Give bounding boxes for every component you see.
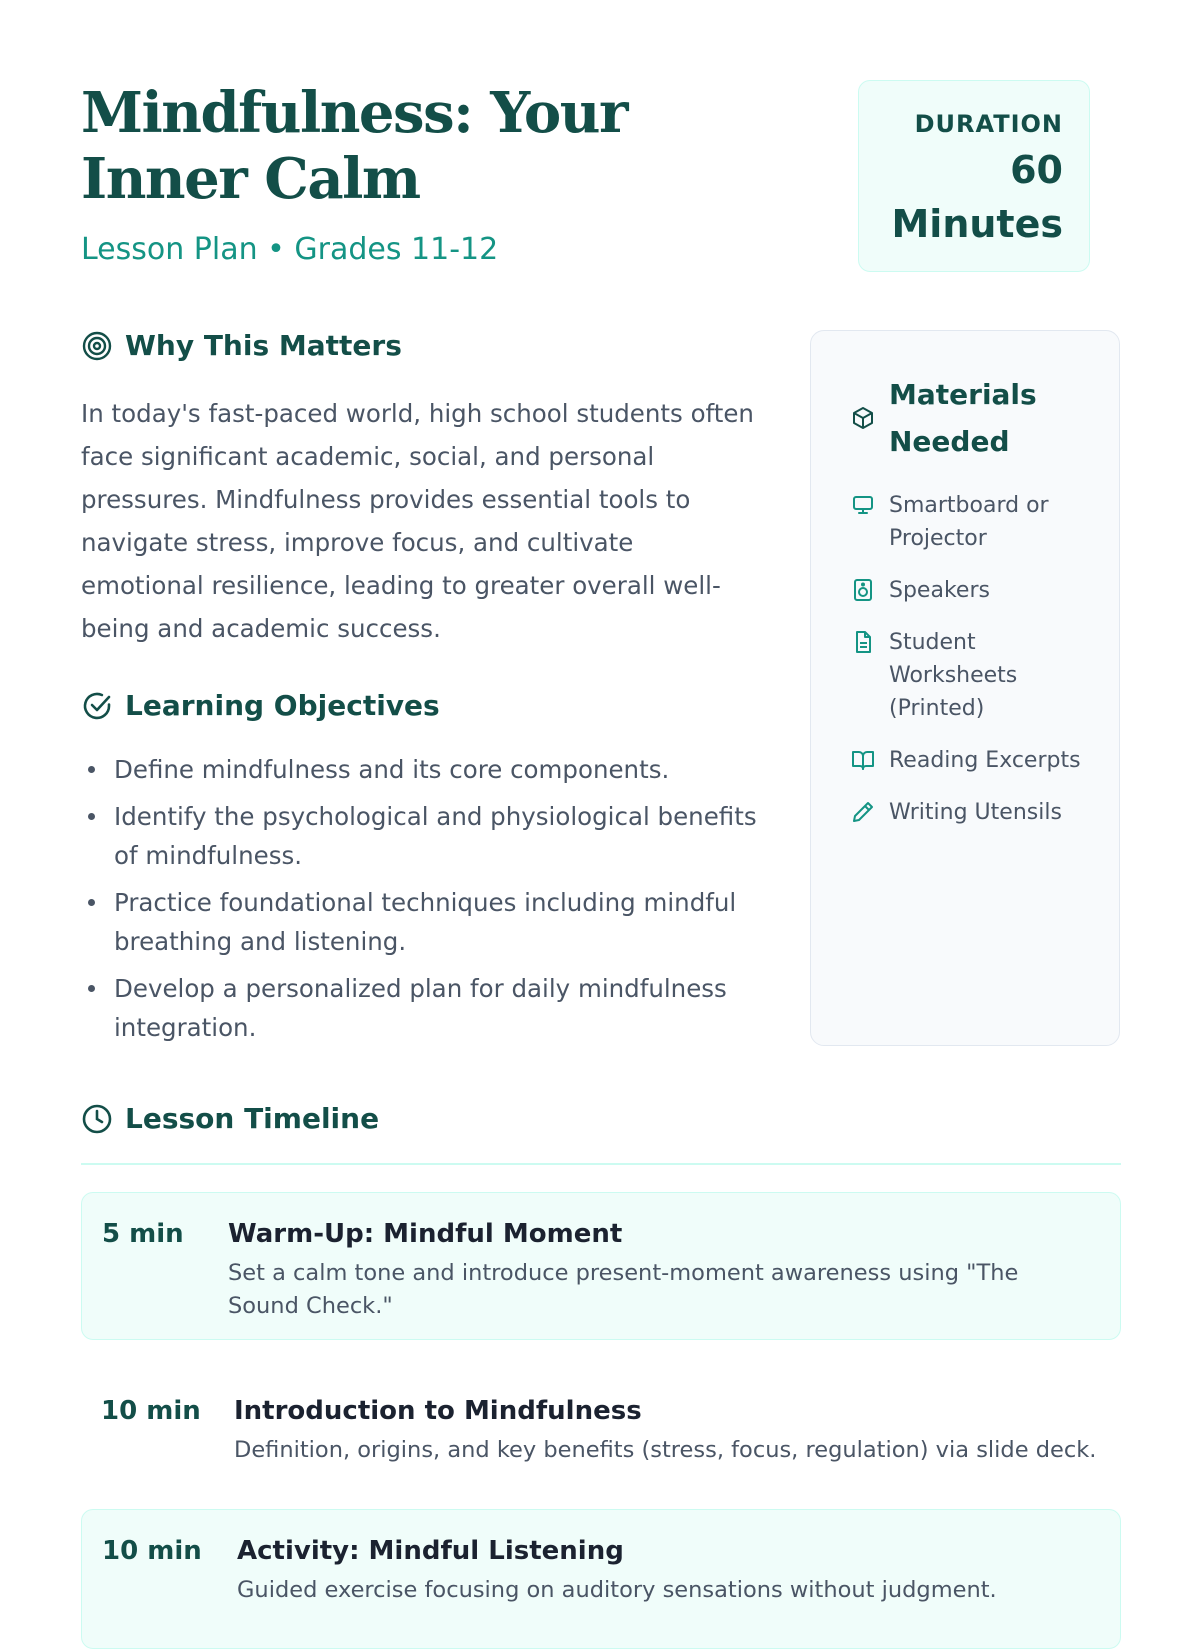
- box-icon: [851, 406, 875, 430]
- material-label: Reading Excerpts: [889, 748, 1081, 773]
- timeline-item: [81, 1192, 1121, 1340]
- materials-heading-label: Materials Needed: [889, 378, 1037, 458]
- list-item: Practice foundational techniques including mindful breathing and listening.: [81, 883, 761, 961]
- timeline-desc: Definition, origins, and key benefits (stress, focus, regulation) via slide deck.: [234, 1437, 1097, 1463]
- duration-card: [858, 80, 1090, 272]
- timeline-title: Activity: Mindful Listening: [237, 1536, 624, 1566]
- list-item: Define mindfulness and its core components.: [81, 750, 761, 789]
- page-subtitle: Lesson Plan • Grades 11-12: [81, 232, 499, 267]
- document-icon: [851, 630, 875, 654]
- target-icon: [81, 330, 113, 362]
- list-item: [851, 796, 1091, 829]
- timeline-item: [81, 1370, 1121, 1478]
- check-circle-icon: [81, 690, 113, 722]
- material-label: Speakers: [889, 578, 990, 603]
- duration-value: 60 Minutes: [891, 148, 1063, 246]
- list-item: Develop a personalized plan for daily mindfulness integration.: [81, 969, 761, 1047]
- list-item: [851, 626, 1091, 725]
- timeline-title: Introduction to Mindfulness: [234, 1396, 642, 1426]
- pencil-icon: [851, 800, 875, 824]
- timeline-desc: Set a calm tone and introduce present-moment awareness using "The Sound Check.": [228, 1260, 1019, 1319]
- materials-heading: [851, 371, 1039, 465]
- speaker-icon: [851, 578, 875, 602]
- materials-card: [810, 330, 1120, 1046]
- list-item: [851, 574, 1091, 607]
- objectives-heading-label: Learning Objectives: [125, 689, 440, 722]
- material-label: Smartboard or Projector: [889, 493, 1049, 551]
- objectives-heading: [81, 689, 440, 722]
- timeline-heading-label: Lesson Timeline: [125, 1102, 380, 1135]
- timeline-heading: [81, 1102, 379, 1135]
- timeline-time: 5 min: [102, 1219, 184, 1249]
- why-paragraph: In today's fast-paced world, high school students often face significant academic, social, and personal pressures. Mindfulness provides essential tools to navigate stress, improve focus, and cultivate emotional resilience, leading to greater overall well-being and academic success.: [81, 399, 754, 643]
- timeline-divider: [81, 1163, 1121, 1165]
- timeline-time: 10 min: [102, 1536, 202, 1566]
- list-item: [851, 489, 1091, 555]
- why-heading-label: Why This Matters: [125, 329, 402, 362]
- clock-icon: [81, 1103, 113, 1135]
- page-title: Mindfulness: Your Inner Calm: [81, 80, 627, 212]
- timeline-item: [81, 1509, 1121, 1649]
- timeline-desc: Guided exercise focusing on auditory sensations without judgment.: [237, 1577, 997, 1603]
- objectives-list: [81, 750, 761, 1055]
- why-heading: [81, 329, 402, 362]
- material-label: Student Worksheets (Printed): [889, 630, 1018, 721]
- list-item: Identify the psychological and physiological benefits of mindfulness.: [81, 797, 761, 875]
- list-item: [851, 744, 1091, 777]
- timeline-title: Warm-Up: Mindful Moment: [228, 1219, 623, 1249]
- timeline-time: 10 min: [101, 1396, 201, 1426]
- monitor-icon: [851, 493, 875, 517]
- materials-list: [851, 489, 1091, 848]
- duration-label: DURATION: [914, 110, 1063, 138]
- book-open-icon: [851, 748, 875, 772]
- material-label: Writing Utensils: [889, 800, 1062, 825]
